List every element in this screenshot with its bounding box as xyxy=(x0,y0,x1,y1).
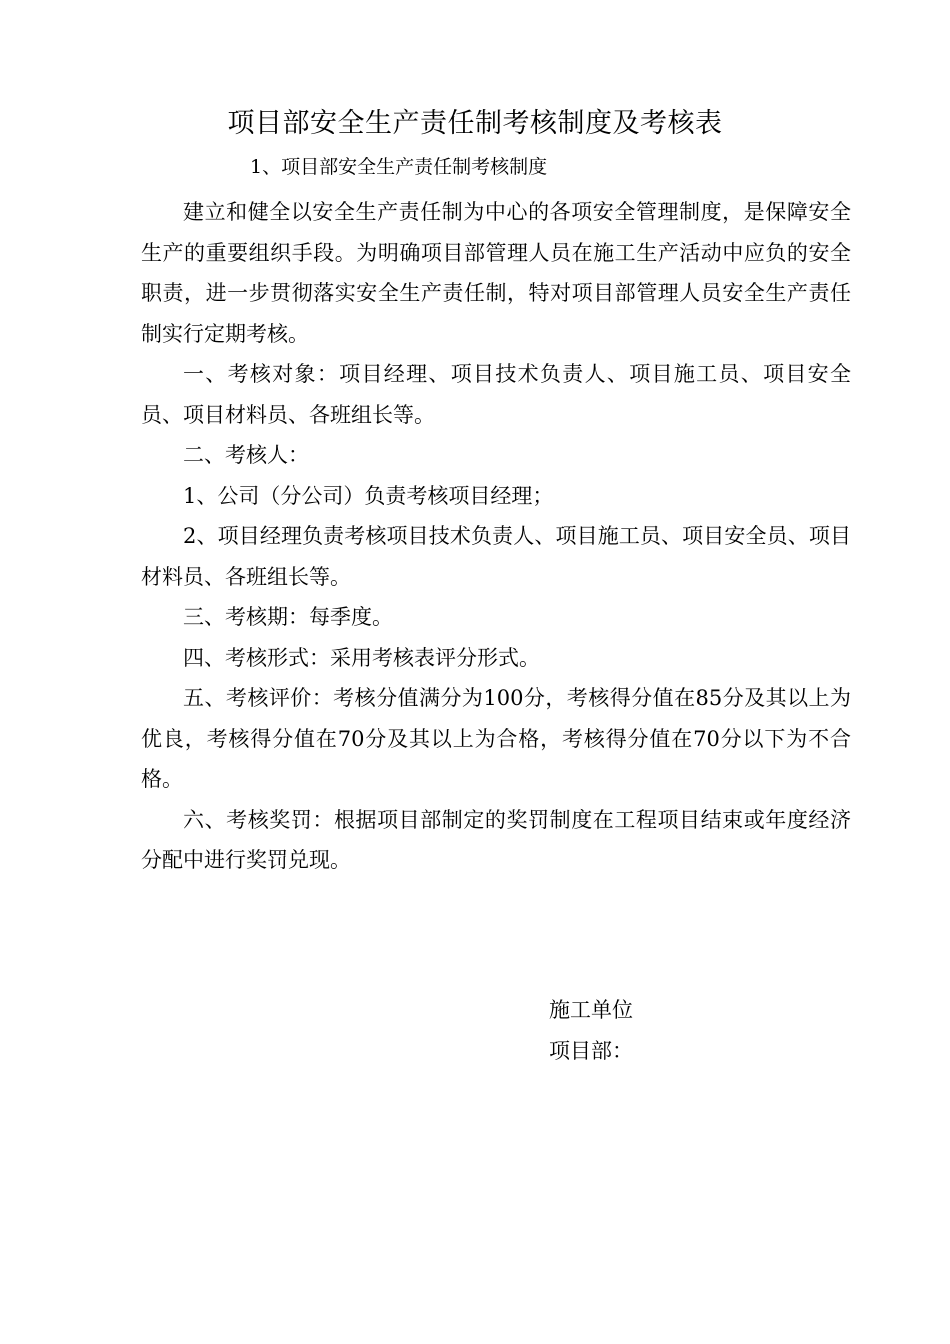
section-assessment-period: 三、考核期：每季度。 xyxy=(183,605,393,629)
intro-paragraph: 建立和健全以安全生产责任制为中心的各项安全管理制度，是保障安全生产的重要组织手段。为明确项目部管理人员在施工生产活动中应负的安全职责，进一步贯彻落实安全生产责任制，特对项目部管理人员安全生产责任制实行定期考核。 xyxy=(141,200,851,346)
assessor-item-1: 1、公司（分公司）负责考核项目经理； xyxy=(183,483,554,508)
document-body xyxy=(141,192,851,881)
signature-unit: 施工单位 xyxy=(549,998,633,1022)
assessor-item-2: 2、项目经理负责考核项目技术负责人、项目施工员、项目安全员、项目材料员、各班组长等。 xyxy=(141,524,851,589)
document-subtitle: 1、项目部安全生产责任制考核制度 xyxy=(250,156,548,178)
document-title: 项目部安全生产责任制考核制度及考核表 xyxy=(227,108,723,139)
section-assessment-form: 四、考核形式：采用考核表评分形式。 xyxy=(183,645,540,670)
signature-department: 项目部： xyxy=(549,1039,633,1063)
section-assessors: 二、考核人： xyxy=(183,443,309,467)
section-assessment-targets: 一、考核对象：项目经理、项目技术负责人、项目施工员、项目安全员、项目材料员、各班组长等。 xyxy=(141,362,851,427)
section-assessment-evaluation: 五、考核评价：考核分值满分为100分，考核得分值在85分及其以上为优良，考核得分值在70分及其以上为合格，考核得分值在70分以下为不合格。 xyxy=(141,686,851,791)
section-rewards-penalties: 六、考核奖罚：根据项目部制定的奖罚制度在工程项目结束或年度经济分配中进行奖罚兑现。 xyxy=(141,807,851,872)
